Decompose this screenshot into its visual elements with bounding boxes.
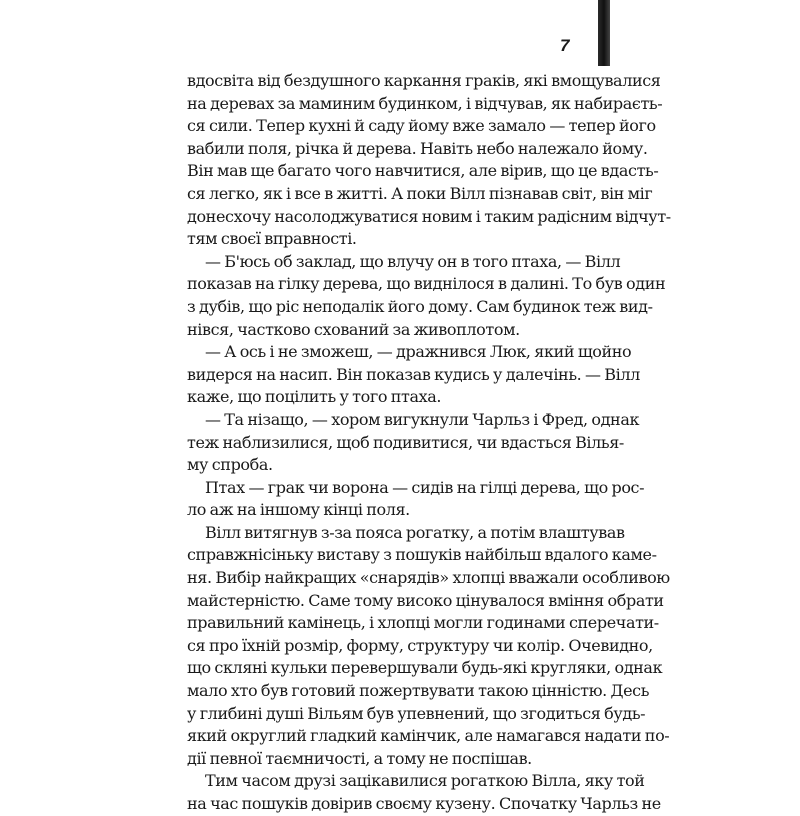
text-line: що скляні кульки перевершували будь-які кругляки, однак	[187, 658, 663, 678]
text-line: правильний камінець, і хлопці могли годинами сперечати-	[187, 613, 659, 633]
text-line: на час пошуків довірив своєму кузену. Спочатку Чарльз не	[187, 794, 661, 813]
text-line: донесхочу насолоджуватися новим і таким радісним відчут-	[187, 206, 671, 226]
text-line: нівся, частково схований за живоплотом.	[187, 319, 520, 339]
text-line: який округлий гладкий камінчик, але намагався надати по-	[187, 726, 670, 746]
text-line: Він мав ще багато чого навчитися, але вірив, що це вдасть-	[187, 161, 659, 181]
text-line: Птах — грак чи ворона — сидів на гілці дерева, що рос-	[205, 477, 645, 497]
text-line: з дубів, що ріс неподалік його дому. Сам будинок теж вид-	[187, 296, 653, 316]
text-line: ся про їхній розмір, форму, структуру чи колір. Очевидно,	[187, 635, 653, 655]
text-line: каже, що поцілить у того птаха.	[187, 387, 442, 407]
text-line: Тим часом друзі зацікавилися рогаткою Вілла, яку той	[205, 771, 645, 791]
text-line: му спроба.	[187, 455, 273, 475]
text-line: тям своєї вправності.	[187, 229, 357, 249]
text-line: теж наблизилися, щоб подивитися, чи вдасться Вілья-	[187, 432, 624, 452]
text-line: видерся на насип. Він показав кудись у далечінь. — Вілл	[187, 364, 640, 384]
text-line: на деревах за маминим будинком, і відчував, як набираєть-	[187, 93, 663, 113]
text-line: — Та нізащо, — хором вигукнули Чарльз і Фред, однак	[205, 409, 640, 429]
text-line: — А ось і не зможеш, — дражнився Люк, який щойно	[205, 342, 632, 362]
book-spine-edge	[598, 0, 610, 66]
text-line: вабили поля, річка й дерева. Навіть небо належало йому.	[187, 138, 648, 158]
text-line: вдосвіта від бездушного каркання граків, які вмощувалися	[187, 71, 661, 90]
text-line: дії певної таємничості, а тому не поспішав.	[187, 748, 532, 768]
text-line: майстерністю. Саме тому високо цінувалося вміння обрати	[187, 590, 664, 610]
text-line: ся сили. Тепер кухні й саду йому вже замало — тепер його	[187, 116, 656, 136]
text-line: — Б'юсь об заклад, що влучу он в того птаха, — Вілл	[205, 251, 621, 271]
page-number: 7	[560, 36, 570, 55]
text-line: Вілл витягнув з-за пояса рогатку, а потім влаштував	[205, 522, 625, 542]
text-line: справжнісіньку виставу з пошуків найбільш вдалого камe-	[187, 545, 657, 565]
text-line: ло аж на іншому кінці поля.	[187, 500, 410, 520]
text-line: у глибині душі Вільям був упевнений, що згодиться будь-	[187, 703, 646, 723]
text-line: мало хто був готовий пожертвувати такою цінністю. Десь	[187, 681, 650, 701]
text-line: ня. Вибір найкращих «снарядів» хлопці вважали особливою	[187, 568, 670, 588]
body-text	[187, 70, 671, 816]
text-line: показав на гілку дерева, що виднілося в далині. То був один	[187, 274, 666, 294]
text-line: ся легко, як і все в житті. А поки Вілл пізнавав світ, він міг	[187, 183, 653, 203]
